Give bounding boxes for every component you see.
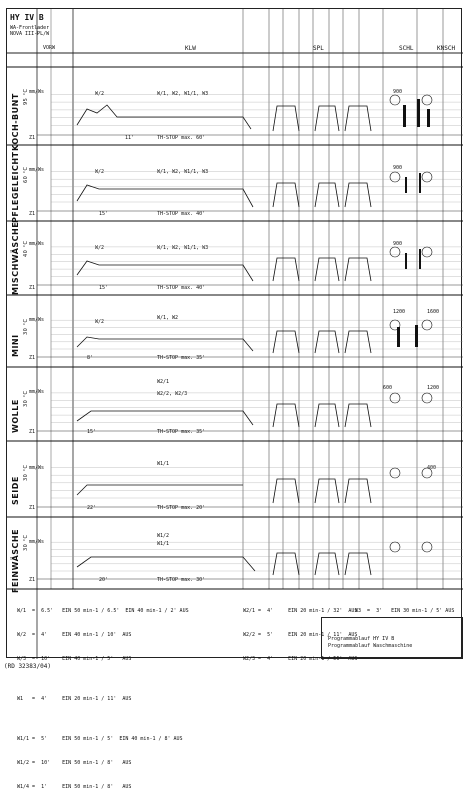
spin-icon [422, 172, 432, 182]
spin-icon [390, 393, 400, 403]
phase-label: W1/2 [157, 533, 170, 539]
rinse-step [273, 183, 299, 207]
vorwasch-label: VORW [43, 45, 56, 51]
time-label: 8' [87, 355, 94, 361]
program-temp: 60 °C [23, 166, 29, 183]
time-label: TH-STOP max. 20' [157, 505, 206, 511]
rinse-step [315, 404, 339, 427]
spin-icon [422, 95, 432, 105]
spin-value: 1600 [427, 309, 440, 315]
rinse-step [315, 258, 339, 281]
col-spl: SPL [313, 45, 324, 52]
rinse-step [345, 331, 371, 353]
header-subtitle-1: WA-Frontlader [10, 25, 50, 31]
program-temp: 95 °C [23, 88, 29, 105]
time-label: TH-STOP max. 35' [157, 429, 206, 435]
scale-label: mm/Ws [29, 317, 45, 323]
legend-col3: W3 = 3' EIN 30 min-1 / 5' AUS [355, 608, 455, 614]
rinse-step [315, 553, 339, 575]
program-temp: 30 °C [23, 390, 29, 407]
rinse-step [273, 553, 299, 575]
time-label: TH-STOP max. 40' [157, 285, 206, 291]
rinse-step [315, 331, 339, 353]
rinse-step [345, 404, 371, 427]
phase-label: W1/1 [157, 461, 170, 467]
spin-bar [397, 327, 400, 347]
z1-label: Z1 [29, 577, 36, 583]
rinse-step [345, 553, 371, 575]
time-label: 22' [87, 505, 97, 511]
water-level-curve [77, 485, 243, 495]
time-label: 15' [87, 429, 97, 435]
spin-icon [422, 468, 432, 478]
time-label: TH-STOP max. 60' [157, 135, 206, 141]
legend-col2: W2/1 = 4' EIN 20 min-1 / 32' AUS W2/2 = 5' EIN 20 min-1 / 11' AUS W2/3 = 4' EIN 20 min-1 / 56' AUS [243, 608, 358, 662]
spin-icon [390, 542, 400, 552]
phase-label: W/1, W2 [157, 315, 179, 321]
spin-icon [390, 468, 400, 478]
spin-value: 600 [383, 385, 393, 391]
program-temp: 30 °C [23, 318, 29, 335]
scale-label: mm/Ws [29, 241, 45, 247]
spin-bar [405, 177, 407, 193]
phase-label: W/1, W2, W1/1, W3 [157, 169, 209, 175]
scale-label: mm/Ws [29, 465, 45, 471]
rinse-step [273, 258, 299, 281]
phase-label: W/2 [95, 245, 105, 251]
phase-label: W1/1 [157, 541, 170, 547]
scale-label: mm/Ws [29, 167, 45, 173]
program-temp: 40 °C [23, 240, 29, 257]
program-label: MINI [11, 334, 20, 357]
water-level-curve [77, 411, 253, 425]
spin-bar [415, 325, 418, 347]
time-label: 11' [125, 135, 135, 141]
chart-lines [7, 9, 463, 659]
col-klw: KLW [185, 45, 196, 52]
scale-label: mm/Ws [29, 539, 45, 545]
spin-bar [417, 99, 420, 127]
col-schl: SCHL [399, 45, 414, 52]
rinse-step [273, 479, 299, 503]
model-title: HY IV B [10, 13, 44, 22]
rinse-step [345, 258, 371, 281]
spin-value: 900 [393, 241, 403, 247]
doc-sub: Programmablauf Waschmaschine [328, 643, 413, 649]
program-temp: 30 °C [23, 534, 29, 551]
z1-label: Z1 [29, 429, 36, 435]
rinse-step [345, 479, 371, 503]
spin-icon [390, 247, 400, 257]
spin-icon [422, 542, 432, 552]
time-label: TH-STOP max. 30' [157, 577, 206, 583]
program-label: SEIDE [11, 476, 20, 505]
spin-icon [422, 320, 432, 330]
program-label: FEINWÄSCHE [11, 528, 20, 593]
z1-label: Z1 [29, 211, 36, 217]
phase-label: W/2 [95, 169, 105, 175]
z1-label: Z1 [29, 135, 36, 141]
time-label: TH-STOP max. 40' [157, 211, 206, 217]
time-label: 15' [99, 211, 109, 217]
rinse-step [345, 183, 371, 207]
phase-label: W/1, W2, W1/1, W3 [157, 245, 209, 251]
program-label: PFLEGELEICHT [11, 151, 20, 223]
program-label: MISCHWÄSCHE [11, 221, 20, 295]
spin-value: 1200 [393, 309, 406, 315]
legend-col1: W/1 = 6.5' EIN 50 min-1 / 6.5' EIN 40 min-1 / 2' AUS W/2 = 4' EIN 40 min-1 / 10' AUS W/3 = 10' EIN 40 min-1 / 5' AUS W1 = 4' EIN 20 min-1 / 11' AUS W1/1 = 5' EIN 50 min-1 / 5' EIN 40 min-1 / 8' AUS W1/2 = 10' EIN 50 min-1 / 8' AUS W1/4 = 1' EIN 50 min-1 / 8' AUS [17, 608, 189, 790]
rinse-step [315, 183, 339, 207]
water-level-curve [77, 185, 253, 207]
program-label: WOLLE [11, 399, 20, 433]
spin-bar [419, 173, 421, 193]
phase-label: W/2 [95, 91, 105, 97]
spin-bar [427, 109, 430, 127]
spin-value: 1200 [427, 385, 440, 391]
phase-label: W2/1 [157, 379, 170, 385]
time-label: 15' [99, 285, 109, 291]
spin-icon [390, 95, 400, 105]
spin-bar [405, 253, 407, 269]
phase-label: W2/2, W2/3 [157, 391, 188, 397]
col-knsch: KNSCH [437, 45, 456, 52]
z1-label: Z1 [29, 505, 36, 511]
rinse-step [273, 404, 299, 427]
footer-code: (RD 32383/04) [4, 663, 51, 670]
z1-label: Z1 [29, 285, 36, 291]
z1-label: Z1 [29, 355, 36, 361]
spin-icon [422, 247, 432, 257]
spin-icon [390, 172, 400, 182]
phase-label: W/2 [95, 319, 105, 325]
spin-bar [403, 105, 406, 127]
time-label: 20' [99, 577, 109, 583]
doc-title: Programmablauf HY IV B [328, 636, 395, 642]
header-subtitle-2: NOVA III-PL/W [10, 31, 50, 37]
time-label: TH-STOP max. 35' [157, 355, 206, 361]
phase-label: W/1, W2, W1/1, W3 [157, 91, 209, 97]
spin-value: 900 [393, 165, 403, 171]
water-level-curve [77, 261, 253, 281]
scale-label: mm/Ws [29, 389, 45, 395]
spin-value: 900 [393, 89, 403, 95]
rinse-step [273, 331, 299, 353]
spin-icon [422, 393, 432, 403]
spin-value: 400 [427, 465, 437, 471]
rinse-step [315, 479, 339, 503]
water-level-curve [77, 557, 255, 571]
program-label: KOCH-BUNT [11, 93, 20, 151]
program-temp: 30 °C [23, 464, 29, 481]
scale-label: mm/Ws [29, 89, 45, 95]
spin-bar [419, 249, 421, 269]
